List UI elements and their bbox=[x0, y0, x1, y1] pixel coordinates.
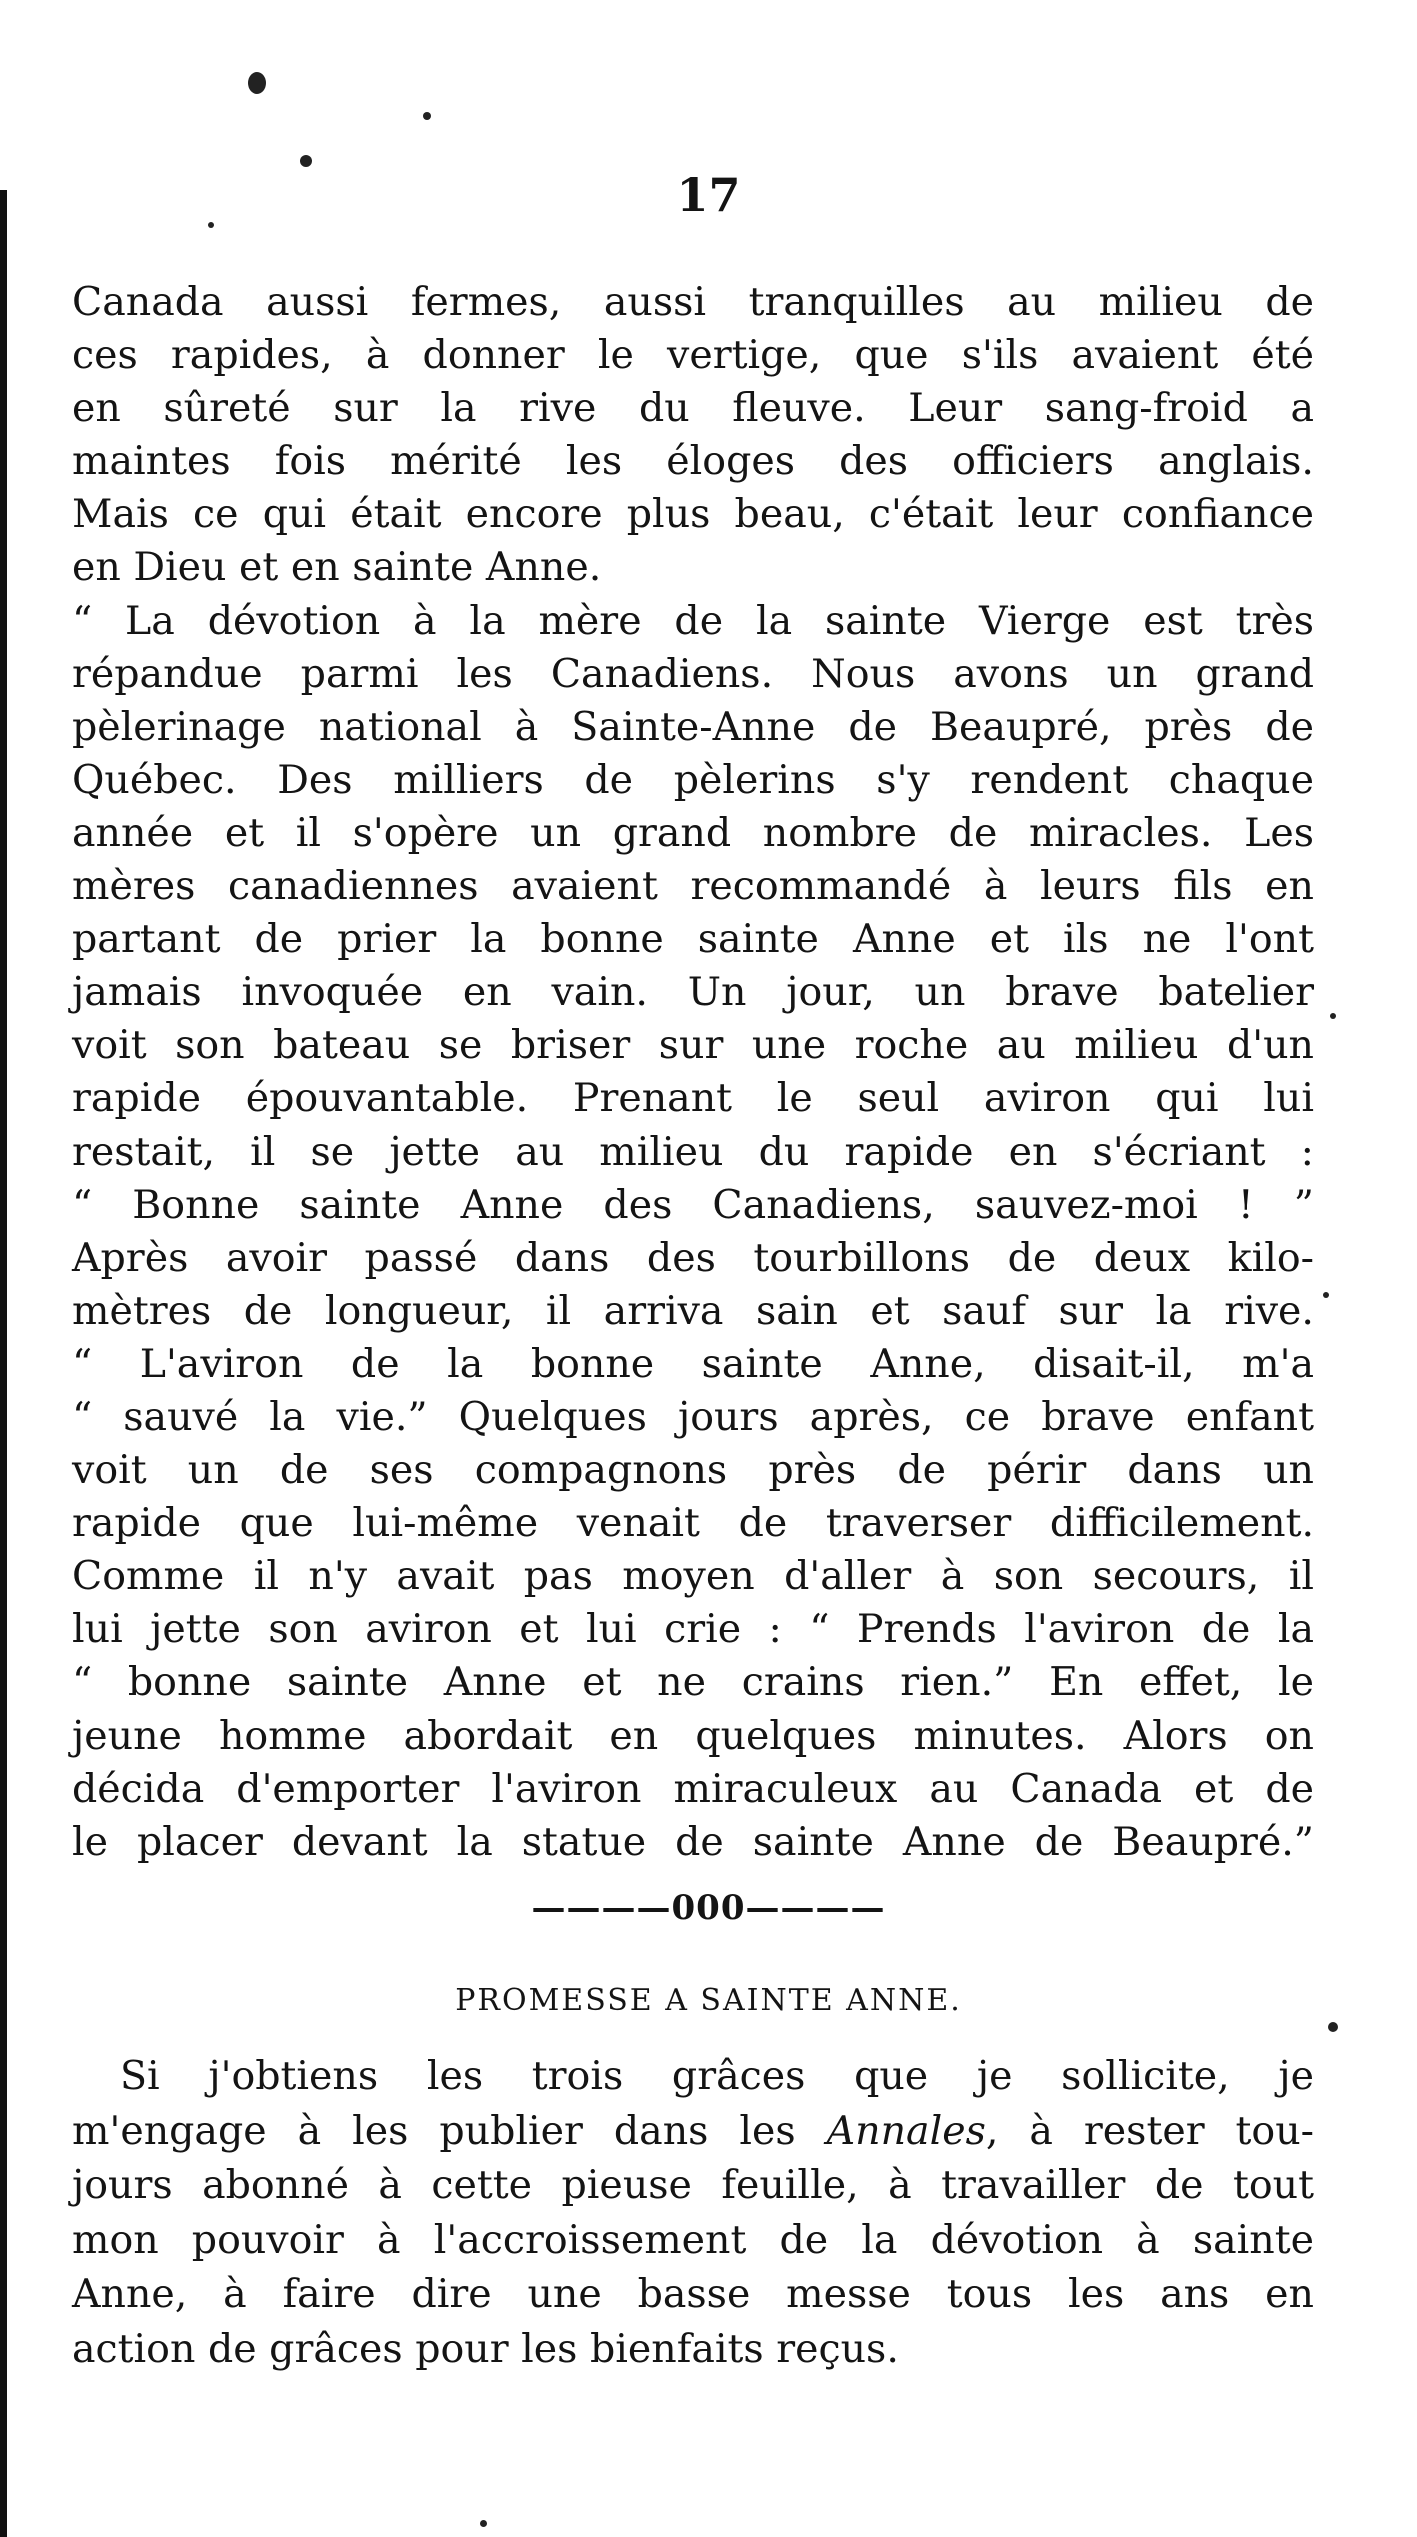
text-line: ces rapides, à donner le vertige, que s'ils avaient été bbox=[72, 332, 1314, 379]
print-speck bbox=[248, 72, 266, 94]
text-line: partant de prier la bonne sainte Anne et ils ne l'ont bbox=[72, 916, 1314, 963]
text-line: “ sauvé la vie.” Quelques jours après, ce brave enfant bbox=[72, 1393, 1314, 1440]
section-heading: PROMESSE A SAINTE ANNE. bbox=[455, 1983, 962, 2018]
text-line: Canada aussi fermes, aussi tranquilles au milieu de bbox=[72, 279, 1314, 325]
text-line: répandue parmi les Canadiens. Nous avons un grand bbox=[72, 650, 1314, 697]
text-line: mères canadiennes avaient recommandé à leurs fils en bbox=[72, 863, 1314, 910]
text-line: mètres de longueur, il arriva sain et sauf sur la rive. bbox=[72, 1287, 1314, 1334]
text-line: restait, il se jette au milieu du rapide en s'écriant : bbox=[72, 1128, 1314, 1175]
print-speck bbox=[423, 112, 431, 120]
print-speck bbox=[1330, 1013, 1336, 1019]
text-line: “ La dévotion à la mère de la sainte Vierge est très bbox=[72, 597, 1314, 644]
print-speck bbox=[1328, 2022, 1338, 2032]
text-line: voit son bateau se briser sur une roche au milieu d'un bbox=[72, 1022, 1314, 1069]
text-line: “ L'aviron de la bonne sainte Anne, disait-il, m'a bbox=[72, 1340, 1314, 1387]
text-line: “ bonne sainte Anne et ne crains rien.” En effet, le bbox=[72, 1659, 1314, 1706]
section-separator: ————000———— bbox=[531, 1888, 886, 1928]
text-line: pèlerinage national à Sainte-Anne de Beaupré, près de bbox=[72, 703, 1314, 750]
italic-word: Annales bbox=[826, 2107, 986, 2154]
text-line: jeune homme abordait en quelques minutes. Alors on bbox=[72, 1712, 1314, 1759]
text-line: décida d'emporter l'aviron miraculeux au Canada et de bbox=[72, 1765, 1314, 1812]
print-speck bbox=[1323, 1292, 1329, 1298]
text-line: Après avoir passé dans des tourbillons de deux kilo- bbox=[72, 1234, 1314, 1281]
page-binding-edge bbox=[0, 190, 7, 2537]
text-line: le placer devant la statue de sainte Anne de Beaupré.” bbox=[72, 1818, 1314, 1865]
text-line: Comme il n'y avait pas moyen d'aller à son secours, il bbox=[72, 1553, 1314, 1600]
text-line: m'engage à les publier dans les Annales, à rester tou- bbox=[72, 2107, 1314, 2154]
promise-text bbox=[72, 2049, 1314, 2376]
text-line: Québec. Des milliers de pèlerins s'y rendent chaque bbox=[72, 756, 1314, 803]
text-line: maintes fois mérité les éloges des officiers anglais. bbox=[72, 438, 1314, 485]
print-speck bbox=[480, 2520, 487, 2527]
text-line: Si j'obtiens les trois grâces que je sollicite, je bbox=[120, 2053, 1314, 2099]
print-speck bbox=[300, 155, 312, 167]
text-line: lui jette son aviron et lui crie : “ Prends l'aviron de la bbox=[72, 1606, 1314, 1653]
text-line: voit un de ses compagnons près de périr dans un bbox=[72, 1447, 1314, 1494]
text-line: en Dieu et en sainte Anne. bbox=[72, 544, 602, 591]
text-line: jours abonné à cette pieuse feuille, à travailler de tout bbox=[72, 2162, 1314, 2208]
text-line: Mais ce qui était encore plus beau, c'était leur confiance bbox=[72, 491, 1314, 538]
page-number: 17 bbox=[676, 168, 741, 222]
text-line: “ Bonne sainte Anne des Canadiens, sauvez-moi ! ” bbox=[72, 1181, 1314, 1228]
body-text bbox=[72, 276, 1314, 1869]
text-line: rapide épouvantable. Prenant le seul aviron qui lui bbox=[72, 1075, 1314, 1122]
text-line: année et il s'opère un grand nombre de miracles. Les bbox=[72, 809, 1314, 856]
text-line: en sûreté sur la rive du fleuve. Leur sang-froid a bbox=[72, 385, 1314, 432]
text-line: mon pouvoir à l'accroissement de la dévotion à sainte bbox=[72, 2216, 1314, 2263]
text-line: action de grâces pour les bienfaits reçus. bbox=[72, 2325, 899, 2372]
text-line: jamais invoquée en vain. Un jour, un brave batelier bbox=[72, 969, 1314, 1016]
text-line: rapide que lui-même venait de traverser difficilement. bbox=[72, 1500, 1314, 1547]
print-speck bbox=[208, 222, 214, 228]
text-line: Anne, à faire dire une basse messe tous les ans en bbox=[72, 2271, 1314, 2317]
